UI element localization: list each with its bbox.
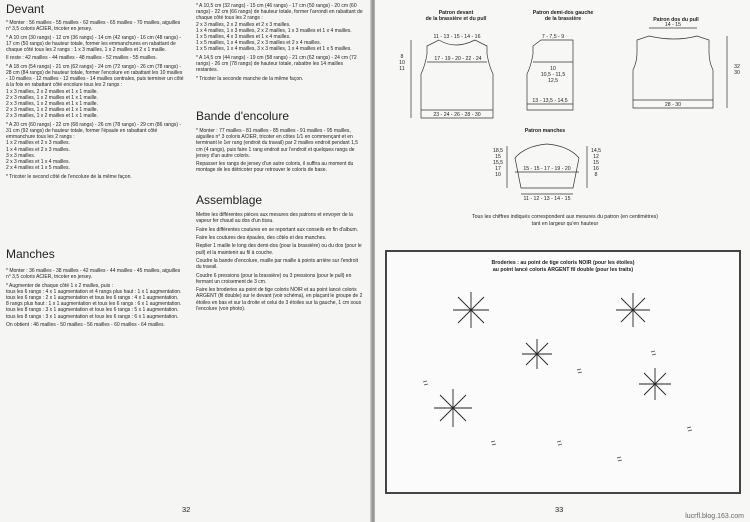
embroidery-dash (491, 441, 496, 445)
devant-paragraph: * Monter : 56 mailles - 55 mailles - 62 mailles - 65 mailles - 70 mailles, aiguilles n° 3,5 coloris ACIER, tricoter en jersey. (6, 20, 181, 33)
devant-paragraph: Il reste : 42 mailles - 44 mailles - 48 mailles - 52 mailles - 55 mailles. (6, 55, 157, 62)
devant-paragraph: * Tricoter le second côté de l'encolure de la même façon. (6, 173, 132, 180)
devant-top-label: 11 - 13 - 15 - 14 - 16 (433, 34, 481, 40)
encolure-column (196, 128, 364, 176)
heading-assemblage: Assemblage (196, 193, 263, 207)
measurement-note: Tous les chiffres indiqués correspondent aux mesures du patron (en centimètres) tant en largeur qu'en hauteur (472, 214, 658, 227)
assemblage-paragraph: Replier 1 maille le long des demi-dos (pour la brassière) ou du dos (pour le pull) et la maintenir au fil à couche. (196, 243, 362, 256)
devant-side-label: 8 10 11 (399, 54, 405, 72)
assemblage-paragraph: Faire les coutures des épaules, des côtés et des manches. (196, 234, 327, 241)
manches-continued-column (196, 3, 364, 84)
embroidery-dash (687, 427, 692, 431)
manches-paragraph: On obtient : 46 mailles - 50 mailles - 56 mailles - 60 mailles - 64 mailles. (6, 322, 165, 328)
embroidery-box (385, 250, 741, 494)
fig-demidos-title: Patron demi-dos gauche de la brassière (532, 10, 594, 22)
assemblage-paragraph: Coudre la bande d'encolure, maille par maille à points arrière sur l'endroit du travail. (196, 257, 358, 271)
left-page (0, 0, 372, 522)
manches-left-label: 18,5 15 15,5 17 10 (492, 148, 504, 178)
dos-bottom-label: 28 - 30 (664, 102, 682, 108)
devant-column (6, 20, 184, 182)
manches-paragraph: * Augmenter de chaque côté 1 x 2 mailles, puis : tous les 6 rangs : 4 x 1 augmentation et 4 rangs plus haut : 1 x 1 augmentation. tous les 6 rangs : 2 x 1 augmentation et tous les 6 rangs : 4 x 1 augmentation. 8 rangs plus haut : 1 x 1 augmentation et tous les 6 rangs : 6 x 1 augmentation. tous les 8 rangs : 3 x 1 augmentation et tous les 6 rangs : 5 x 1 augmentation. tous les 8 rangs : 3 x 1 augmentation et tous les 6 rangs : 6 x 1 augmentation. (6, 282, 182, 320)
embroidery-dash (423, 381, 428, 385)
assemblage-paragraph: Mettre les différentes pièces aux mesures des patrons et envoyer de la vapeur fer chaud au dos d'un tissu. (196, 212, 353, 225)
embroidery-dash (557, 441, 562, 445)
demidos-bottom-label: 13 - 13,5 - 14,5 (532, 98, 568, 104)
fig-devant-title: Patron devant de la brassière et du pull (425, 10, 487, 22)
manches-right-label: 14,5 12 15 16 8 (590, 148, 602, 178)
embroidery-dash (651, 351, 656, 355)
embroidery-star (639, 368, 671, 400)
devant-paragraph: * A 20 cm (60 rangs) - 22 cm (68 rangs) - 26 cm (78 rangs) - 29 cm (86 rangs) - 31 cm (92 rangs) de hauteur totale, former l'épaule en rabattant côté emmanchure tous les 2 rangs : 1 x 2 mailles et 2 x 3 mailles. 1 x 4 mailles et 2 x 3 mailles. 3 x 3 mailles. 2 x 3 mailles et 1 x 4 mailles. 2 x 4 mailles et 1 x 5 mailles. (6, 121, 182, 172)
manches-bottom-label: 11 - 12 - 13 - 14 - 15 (523, 196, 571, 202)
fig-manches-title: Patron manches (524, 128, 566, 134)
right-page (375, 0, 750, 522)
embroidery-star (522, 339, 552, 369)
embroidery-star (434, 389, 472, 427)
assemblage-paragraph: Coudre 6 pressions (pour la brassière) ou 3 pressions (pour le pull) en fermant un croisement de 3 cm. (196, 272, 352, 285)
devant-paragraph: * A 18 cm (54 rangs) - 21 cm (62 rangs) - 24 cm (72 rangs) - 26 cm (78 rangs) - 28 cm (84 rangs) de hauteur totale, former l'encolure en rabattant les 10 mailles - 10 mailles - 12 mailles - 12 mailles - 14 mailles centrales, puis terminer un côté à la fois en rabattant côté encolure tous les 2 rangs : 1 x 3 mailles, 2 x 2 mailles et 1 x 1 maille. 2 x 3 mailles, 1 x 2 mailles et 1 x 1 maille. 2 x 3 mailles, 1 x 2 mailles et 1 x 1 maille. 2 x 3 mailles, 1 x 2 mailles et 1 x 1 maille. 2 x 3 mailles, 1 x 2 mailles et 1 x 1 maille. (6, 63, 184, 120)
manches-paragraph: * A 10,5 cm (32 rangs) - 15 cm (46 rangs) - 17 cm (50 rangs) - 20 cm (60 rangs) - 22 cm (66 rangs) de hauteur totale, former l'arrondi en rabattant de chaque côté tous les 2 rangs : 2 x 3 mailles, 2 x 2 mailles et 2 x 3 mailles. 1 x 4 mailles, 1 x 3 mailles, 2 x 2 mailles, 1 x 3 mailles et 1 x 4 mailles. 1 x 5 mailles, 4 x 3 mailles et 1 x 4 mailles. 1 x 5 mailles, 1 x 4 mailles, 2 x 3 mailles et 2 x 4 mailles. 1 x 5 mailles, 1 x 4 mailles, 3 x 3 mailles, 1 x 4 mailles et 1 x 5 mailles. (196, 3, 363, 53)
page-number: 32 (182, 505, 191, 514)
devant-mid-label: 17 - 19 - 20 - 22 - 24 (434, 56, 482, 62)
heading-devant: Devant (6, 2, 45, 16)
assemblage-paragraph: Faire les broderies au point de tige coloris NOIR et au point lancé coloris ARGENT (fil double) sur le devant (voir schéma), en plaçant le groupe de 2 étoiles en bas et sur la droite et celui de 3 étoiles sur la gauche, 1 cm sous l'encolure (voir photo). (196, 287, 363, 312)
devant-paragraph: * A 10 cm (30 rangs) - 12 cm (36 rangs) - 14 cm (42 rangs) - 16 cm (48 rangs) - 17 cm (50 rangs) de hauteur totale, former les emmanchures en rabattant de chaque côté tous les 2 rangs : 1 x 3 mailles, 1 x 2 mailles et 2 x 1 maille. (6, 34, 182, 53)
watermark-footer: lucrfl.blog.163.com (685, 513, 744, 520)
embroidery-dash (617, 457, 622, 461)
embroidery-caption: Broderies : au point de tige coloris NOIR (pour les étoiles) au point lancé coloris ARGENT fil double (pour les traits) (491, 260, 635, 273)
assemblage-column (196, 212, 364, 314)
page-number: 33 (555, 505, 564, 514)
heading-encolure: Bande d'encolure (196, 109, 290, 123)
heading-manches: Manches (6, 247, 55, 261)
embroidery-stars (387, 252, 739, 492)
encolure-paragraph: * Monter : 77 mailles - 81 mailles - 85 mailles - 91 mailles - 95 mailles, aiguilles n° 3 coloris ACIER, tricoter en côtes 1/1 en commençant et en terminant le 1er rang (endroit du travail) par 2 mailles endroit pendant 1,5 cm (4 rangs), puis faire 1 rang endroit sur l'endroit et quelques rangs de jersey d'un autre coloris. (196, 128, 359, 159)
dos-top-label: 14 - 15 (664, 22, 682, 28)
assemblage-paragraph: Faire les différentes coutures en se reportant aux conseils en fin d'album. (196, 226, 359, 233)
demidos-top-label: 7 - 7,5 - 9 (541, 34, 565, 40)
embroidery-star (616, 293, 650, 327)
fig-dos-title: Patron dos du pull (653, 17, 699, 23)
devant-pattern (421, 40, 493, 118)
encolure-paragraph: Repasser les rangs de jersey d'un autre coloris, il suffira au moment du montage de les détricoter pour retrouver le coloris de base. (196, 161, 354, 174)
dos-side-label: 32 30 (734, 64, 740, 76)
devant-bottom-label: 23 - 24 - 26 - 28 - 30 (433, 112, 481, 118)
manches-paragraph: * Tricoter la seconde manche de la même façon. (196, 75, 304, 82)
manches-paragraph: * Monter : 36 mailles - 38 mailles - 42 mailles - 44 mailles - 45 mailles, aiguilles n° 3,5 coloris ACIER, tricoter en jersey. (6, 268, 181, 281)
manches-paragraph: * A 14,5 cm (44 rangs) - 19 cm (58 rangs) - 21 cm (62 rangs) - 24 cm (72 rangs) - 26 cm (78 rangs) de hauteur totale, rabattre les 14 mailles restantes. (196, 54, 357, 74)
dos-pattern (633, 36, 713, 108)
demidos-mid-label: 10 10,5 - 11,5 12,5 (540, 66, 566, 84)
manches-column (6, 268, 184, 330)
embroidery-star (453, 292, 489, 328)
manches-mid-label: 15 - 15 - 17 - 19 - 20 (523, 166, 571, 172)
embroidery-dash (577, 369, 582, 373)
